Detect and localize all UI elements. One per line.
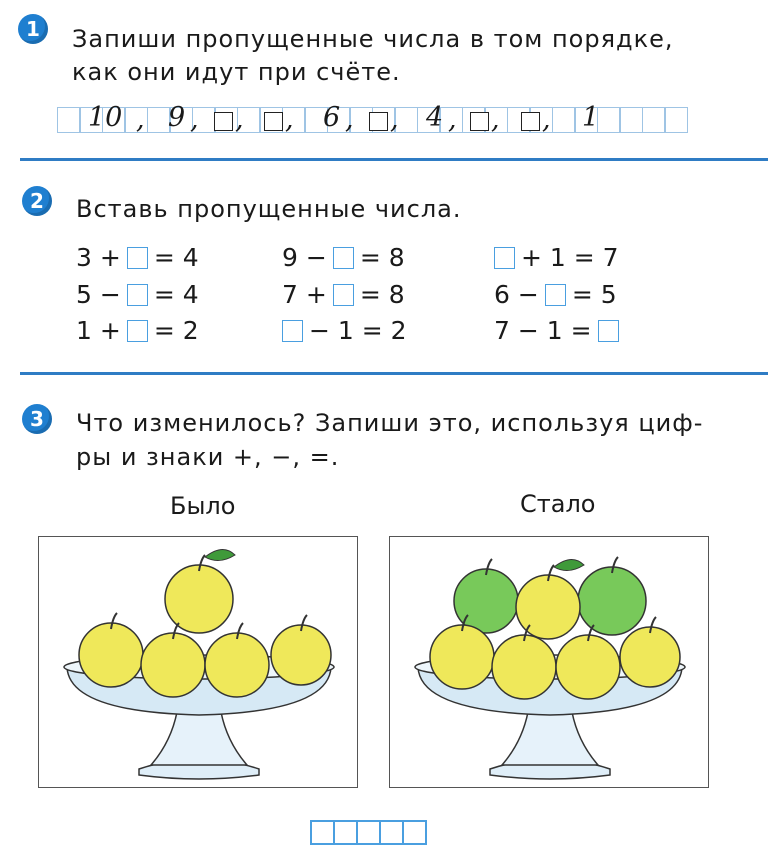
sequence-empty-box[interactable] bbox=[470, 112, 489, 131]
yellow-apple bbox=[430, 625, 494, 689]
answer-input-box[interactable] bbox=[333, 247, 354, 269]
task-2-badge: 2 bbox=[22, 186, 52, 216]
bowl-stem bbox=[151, 712, 247, 765]
equation-text: = 2 bbox=[153, 316, 199, 345]
equation bbox=[494, 316, 625, 345]
before-picture bbox=[38, 536, 358, 788]
task-3-badge: 3 bbox=[22, 404, 52, 434]
sequence-empty-box[interactable] bbox=[369, 112, 388, 131]
notebook-cell bbox=[597, 107, 621, 133]
equation-text: 6 − bbox=[494, 280, 539, 309]
green-apple bbox=[578, 567, 646, 635]
equation-text: 9 − bbox=[282, 243, 327, 272]
yellow-apple bbox=[620, 627, 680, 687]
answer-input-box[interactable] bbox=[598, 320, 619, 342]
answer-cell[interactable] bbox=[333, 820, 358, 845]
task-3-text-line-1: Что изменилось? Запиши это, используя циф- bbox=[76, 409, 704, 437]
answer-cell[interactable] bbox=[310, 820, 335, 845]
equation-text: + 1 = 7 bbox=[521, 243, 619, 272]
yellow-apple bbox=[205, 633, 269, 697]
answer-boxes[interactable] bbox=[312, 820, 427, 845]
sequence-comma: , bbox=[136, 104, 145, 135]
equation-text: = 4 bbox=[153, 243, 199, 272]
equation-text: 7 − 1 = bbox=[494, 316, 592, 345]
answer-input-box[interactable] bbox=[127, 284, 148, 306]
task-3-text-line-2: ры и знаки +, −, =. bbox=[76, 443, 340, 471]
notebook-cell bbox=[619, 107, 643, 133]
sequence-empty-box[interactable] bbox=[264, 112, 283, 131]
sequence-comma: , bbox=[190, 104, 199, 135]
yellow-apple bbox=[271, 625, 331, 685]
equation bbox=[76, 316, 199, 345]
notebook-cell bbox=[664, 107, 688, 133]
sequence-number: 10 bbox=[88, 102, 123, 133]
yellow-apple bbox=[141, 633, 205, 697]
answer-input-box[interactable] bbox=[494, 247, 515, 269]
equation bbox=[494, 243, 619, 272]
sequence-number: 9 bbox=[168, 102, 186, 133]
answer-cell[interactable] bbox=[402, 820, 427, 845]
after-caption: Стало bbox=[520, 490, 596, 518]
equation-text: 5 − bbox=[76, 280, 121, 309]
answer-cell[interactable] bbox=[379, 820, 404, 845]
yellow-apple bbox=[492, 635, 556, 699]
fruit-bowl-after-illustration bbox=[390, 537, 710, 789]
task-1-text-line-1: Запиши пропущенные числа в том порядке, bbox=[72, 25, 674, 53]
notebook-cell bbox=[642, 107, 666, 133]
bowl-stem bbox=[502, 712, 598, 765]
equation-text: 7 + bbox=[282, 280, 327, 309]
task-1-text-line-2: как они идут при счёте. bbox=[72, 58, 401, 86]
sequence-comma: , bbox=[448, 104, 457, 135]
apple-leaf bbox=[205, 549, 235, 560]
sequence-comma: , bbox=[390, 104, 399, 135]
equation bbox=[76, 243, 199, 272]
equation-text: 3 + bbox=[76, 243, 121, 272]
equation-text: = 4 bbox=[153, 280, 199, 309]
notebook-cell bbox=[552, 107, 576, 133]
yellow-apple bbox=[165, 565, 233, 633]
sequence-empty-box[interactable] bbox=[214, 112, 233, 131]
sequence-number: 1 bbox=[582, 102, 600, 133]
sequence-number: 6 bbox=[323, 102, 341, 133]
section-divider-2 bbox=[20, 372, 768, 375]
equation-text: = 5 bbox=[571, 280, 617, 309]
yellow-apple bbox=[516, 575, 580, 639]
task-2-text: Вставь пропущенные числа. bbox=[76, 195, 462, 223]
equation-text: = 8 bbox=[359, 280, 405, 309]
after-picture bbox=[389, 536, 709, 788]
answer-input-box[interactable] bbox=[127, 320, 148, 342]
yellow-apple bbox=[79, 623, 143, 687]
answer-input-box[interactable] bbox=[545, 284, 566, 306]
equation bbox=[282, 316, 407, 345]
equation bbox=[494, 280, 617, 309]
sequence-empty-box[interactable] bbox=[521, 112, 540, 131]
apple-leaf bbox=[554, 559, 584, 570]
sequence-comma: , bbox=[345, 104, 354, 135]
equation-text: − 1 = 2 bbox=[309, 316, 407, 345]
equation bbox=[76, 280, 199, 309]
section-divider-1 bbox=[20, 158, 768, 161]
notebook-cell bbox=[147, 107, 171, 133]
answer-input-box[interactable] bbox=[282, 320, 303, 342]
sequence-comma: , bbox=[285, 104, 294, 135]
equation bbox=[282, 243, 405, 272]
equation bbox=[282, 280, 405, 309]
sequence-comma: , bbox=[235, 104, 244, 135]
task-1-badge: 1 bbox=[18, 14, 48, 44]
answer-input-box[interactable] bbox=[127, 247, 148, 269]
before-caption: Было bbox=[170, 492, 236, 520]
sequence-number: 4 bbox=[426, 102, 444, 133]
fruit-bowl-before-illustration bbox=[39, 537, 359, 789]
sequence-comma: , bbox=[542, 104, 551, 135]
answer-input-box[interactable] bbox=[333, 284, 354, 306]
answer-cell[interactable] bbox=[356, 820, 381, 845]
sequence-comma: , bbox=[491, 104, 500, 135]
equation-text: 1 + bbox=[76, 316, 121, 345]
yellow-apple bbox=[556, 635, 620, 699]
notebook-cell bbox=[57, 107, 81, 133]
equation-text: = 8 bbox=[359, 243, 405, 272]
